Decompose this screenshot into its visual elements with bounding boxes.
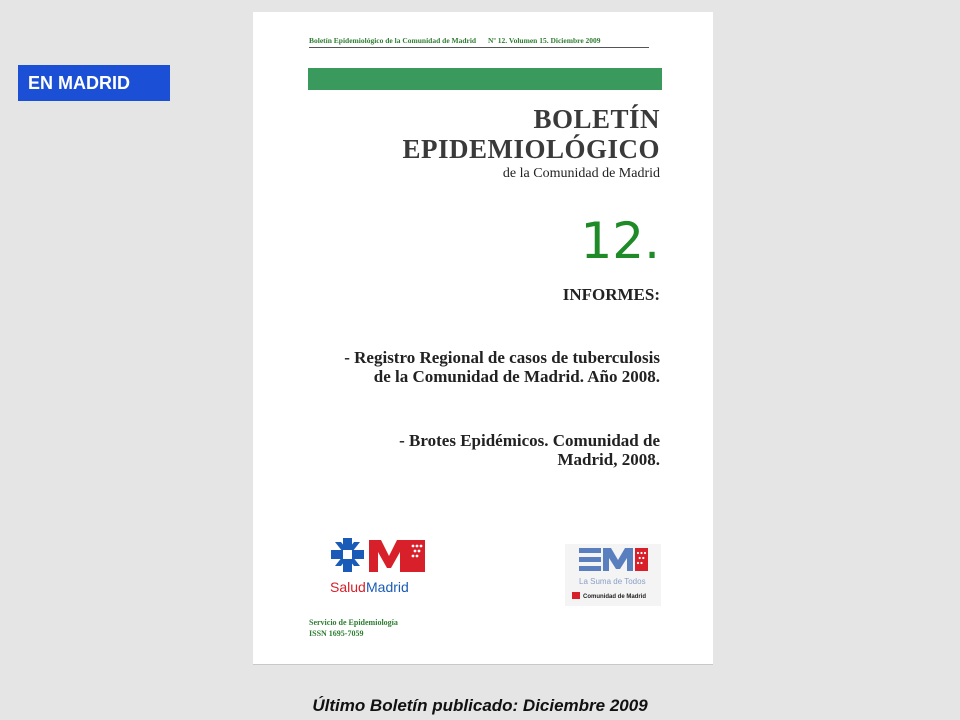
section-heading: INFORMES: (562, 285, 660, 304)
report-item (344, 348, 660, 386)
running-head-title: Boletín Epidemiológico de la Comunidad de Madrid (309, 36, 477, 45)
salud-text: Salud (330, 579, 366, 595)
comunidad-madrid-logo (565, 544, 661, 606)
report-line: - Brotes Epidémicos. Comunidad de (399, 431, 660, 450)
report-item (399, 431, 660, 469)
report-line: de la Comunidad de Madrid. Año 2008. (373, 367, 660, 386)
running-head (309, 36, 649, 48)
issue-number: 12. (580, 212, 660, 270)
bulletin-subtitle: de la Comunidad de Madrid (502, 166, 660, 181)
issn: ISSN 1695-7059 (309, 629, 364, 638)
tagline-text: La Suma de Todos (579, 577, 646, 586)
madrid-text: Madrid (366, 579, 409, 595)
report-line: Madrid, 2008. (557, 450, 660, 469)
m-letter-icon (369, 540, 409, 572)
star-cross-icon (331, 538, 364, 572)
service-name: Servicio de Epidemiología (309, 618, 398, 627)
bulletin-title-line2: EPIDEMIOLÓGICO (402, 134, 660, 164)
bulletin-cover (253, 12, 713, 665)
salud-madrid-logo (329, 536, 429, 598)
bulletin-title-line1: BOLETÍN (533, 104, 660, 134)
running-head-issue: Nº 12. Volumen 15. Diciembre 2009 (487, 36, 601, 45)
report-line: - Registro Regional de casos de tuberculosis (344, 348, 660, 367)
comunidad-name-text: Comunidad de Madrid (583, 594, 646, 600)
en-madrid-badge: EN MADRID (18, 65, 170, 101)
latest-bulletin-caption: Último Boletín publicado: Diciembre 2009 (312, 696, 648, 715)
green-header-bar (308, 68, 662, 90)
footer-organization (309, 617, 398, 639)
